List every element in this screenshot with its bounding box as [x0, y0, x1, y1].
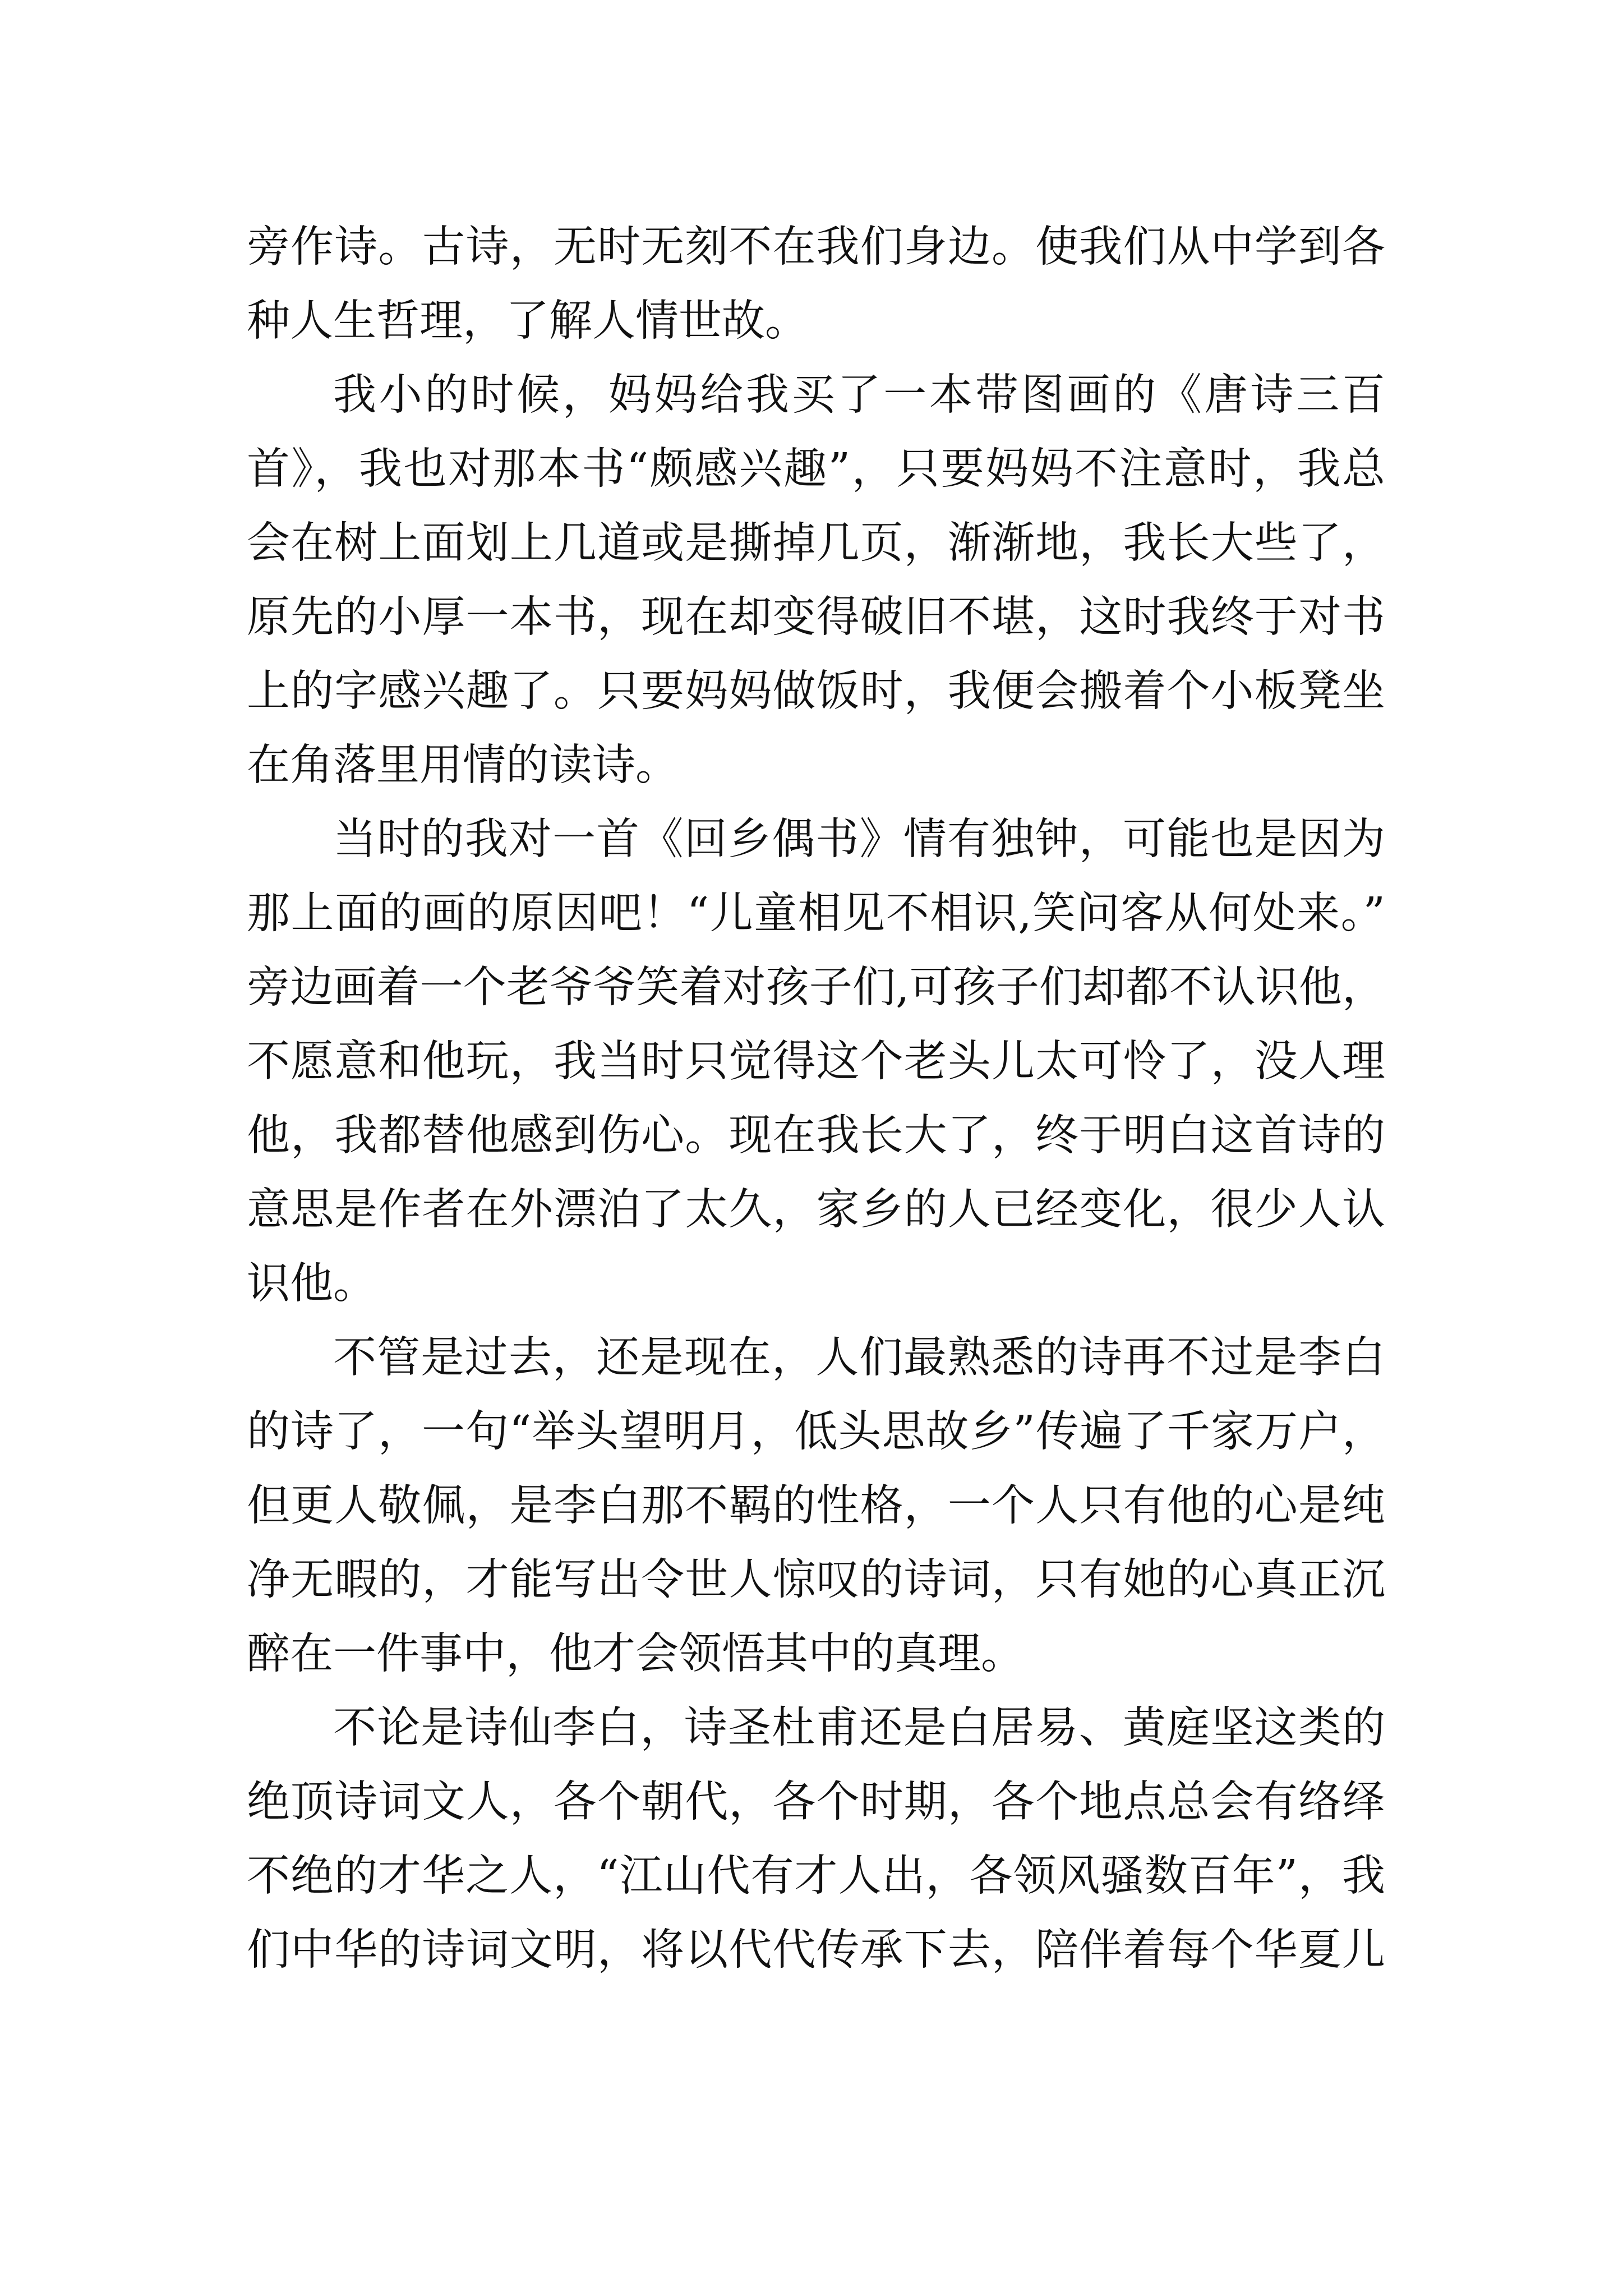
- text-line: 识他。: [247, 1259, 376, 1309]
- text-line: 不管是过去，还是现在，人们最熟悉的诗再不过是李白: [333, 1333, 1385, 1383]
- text-line: 原先的小厚一本书，现在却变得破旧不堪，这时我终于对书: [247, 592, 1385, 642]
- text-line: 我小的时候，妈妈给我买了一本带图画的《唐诗三百: [333, 370, 1385, 420]
- text-line: 醉在一件事中，他才会领悟其中的真理。: [247, 1629, 1024, 1679]
- text-line: 会在树上面划上几道或是撕掉几页，渐渐地，我长大些了，: [247, 518, 1385, 568]
- text-line: 不愿意和他玩，我当时只觉得这个老头儿太可怜了，没人理: [247, 1037, 1385, 1087]
- text-line: 那上面的画的原因吧！“儿童相见不相识,笑问客从何处来。”: [247, 889, 1385, 938]
- text-line: 上的字感兴趣了。只要妈妈做饭时，我便会搬着个小板凳坐: [247, 666, 1385, 716]
- text-line: 种人生哲理，了解人情世故。: [247, 296, 808, 346]
- text-line: 在角落里用情的读诗。: [247, 740, 679, 790]
- text-line: 当时的我对一首《回乡偶书》情有独钟，可能也是因为: [333, 815, 1385, 864]
- paragraph: [247, 210, 1385, 358]
- text-line: 不绝的才华之人，“江山代有才人出，各领风骚数百年”，我: [247, 1851, 1385, 1901]
- text-line: 绝顶诗词文人，各个朝代，各个时期，各个地点总会有络绎: [247, 1777, 1385, 1827]
- text-line: 他，我都替他感到伤心。现在我长大了，终于明白这首诗的: [247, 1111, 1385, 1161]
- body-text: [247, 210, 1385, 1987]
- text-line: 不论是诗仙李白，诗圣杜甫还是白居易、黄庭坚这类的: [333, 1703, 1385, 1753]
- text-line: 的诗了，一句“举头望明月，低头思故乡”传遍了千家万户，: [247, 1407, 1385, 1457]
- paragraph: [247, 1321, 1385, 1691]
- text-line: 净无暇的，才能写出令世人惊叹的诗词，只有她的心真正沉: [247, 1555, 1385, 1605]
- text-line: 但更人敬佩，是李白那不羁的性格，一个人只有他的心是纯: [247, 1481, 1385, 1531]
- text-line: 旁作诗。古诗，无时无刻不在我们身边。使我们从中学到各: [247, 222, 1385, 272]
- paragraph: [247, 1691, 1385, 1987]
- text-line: 旁边画着一个老爷爷笑着对孩子们,可孩子们却都不认识他，: [247, 963, 1385, 1013]
- text-line: 首》，我也对那本书“颇感兴趣”，只要妈妈不注意时，我总: [247, 444, 1385, 494]
- paragraph: [247, 358, 1385, 803]
- paragraph: [247, 803, 1385, 1321]
- text-line: 意思是作者在外漂泊了太久，家乡的人已经变化，很少人认: [247, 1185, 1385, 1235]
- text-line: 们中华的诗词文明，将以代代传承下去，陪伴着每个华夏儿: [247, 1925, 1385, 1975]
